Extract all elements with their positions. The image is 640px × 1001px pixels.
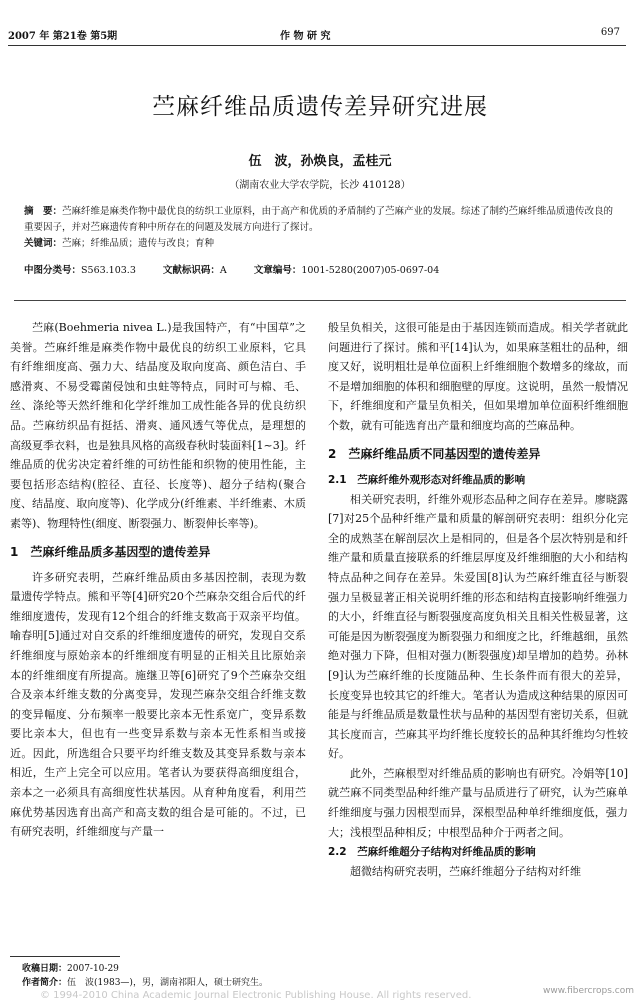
page-number: 697 — [600, 27, 620, 38]
site-watermark: www.fibercrops.com — [543, 986, 634, 996]
copyright-watermark: © 1994-2010 China Academic Journal Electronic Publishing House. All rights reserved. — [40, 990, 472, 1001]
keywords — [24, 236, 620, 252]
section-1-paragraph: 许多研究表明，苎麻纤维品质由多基因控制，表现为数量遗传学特点。熊和平等[4]研究20个苎麻杂交组合后代的纤维细度遗传，发现有12个组合的纤维支数高于双亲平均值。喻春明[5]通过对自交系的纤维细度遗传的研究，发现自交系纤维细度与原始亲本的纤维细度有明显的正相关且比原始亲本的纤维细度有所提高。施继卫等[6]研究了9个苎麻杂交组合及亲本纤维支数的分离变异，发现苎麻杂交组合纤维支数的变异幅度、分布频率一般要比亲本无性系宽广，变异系数要比亲本大，但也有一些变异系数与亲本无性系相当或接近。因此，所选组合只要平均纤维支数及其变异系数与亲本相近，生产上完全可以应用。笔者认为要获得高细度组合，亲本之一必须具有高细度性状基因。从育种角度看，利用苎麻优势基因选育出高产和高支数的组合是可能的。不过，已有研究表明，纤维细度与产量一 — [10, 570, 306, 839]
keywords-text: 苎麻；纤维品质；遗传与改良；育种 — [62, 238, 215, 249]
article-title: 苎麻纤维品质遗传差异研究进展 — [152, 94, 488, 120]
abstract-block — [24, 204, 620, 252]
author-bio — [22, 976, 322, 990]
abstract-text: 苎麻纤维是麻类作物中最优良的纺织工业原料，由于高产和优质的矛盾制约了苎麻产业的发展。综述了制约苎麻纤维品质遗传改良的重要因子，并对苎麻遗传育种中所存在的问题及发展方向进行了探讨。 — [24, 206, 614, 233]
received-date — [22, 962, 322, 976]
header-rule — [8, 45, 626, 46]
abstract-rule — [14, 300, 626, 301]
author-list: 伍 波，孙焕良，孟桂元 — [248, 154, 392, 169]
journal-name: 作 物 研 究 — [280, 31, 331, 42]
author-bio-text: 伍 波(1983—)，男，湖南祁阳人，硕士研究生。 — [67, 978, 268, 988]
author-bio-label: 作者简介： — [22, 978, 68, 988]
footnote — [22, 962, 322, 990]
journal-issue: 2007 年 第21卷 第5期 — [8, 31, 118, 42]
abstract — [24, 204, 620, 236]
subsection-2-2-heading: 2.2 苎麻纤维超分子结构对纤维品质的影响 — [328, 846, 536, 859]
section-1-heading: 1 苎麻纤维品质多基因型的遗传差异 — [10, 544, 211, 559]
doc-code-label: 文献标识码： — [162, 265, 220, 276]
running-head — [8, 27, 626, 43]
abstract-label: 摘 要： — [24, 206, 63, 217]
clc-value: S563.103.3 — [81, 265, 136, 276]
continued-paragraph: 般呈负相关，这很可能是由于基因连锁而造成。相关学者就此问题进行了探讨。熊和平[14]认为，如果麻茎粗壮的品种，细度又好，说明粗壮是单位面积上纤维细胞个数增多的缘故，而不是增加细胞的体积和细胞壁的厚度。这说明，虽然一般情况下，纤维细度和产量呈负相关，但如果增加单位面积纤维细胞个数，就有可能选育出产量和细度均高的苎麻品种。 — [328, 321, 628, 432]
subsection-2-1-paragraph: 相关研究表明，纤维外观形态品种之间存在差异。廖晓露[7]对25个品种纤维产量和质量的解剖研究表明：组织分化完全的成熟茎在解剖层次上是相同的，但是各个层次特别是和纤维产量和质量直接联系的纤维层厚度及纤维细胞的大小和结构特点品种之间存在差异。朱爱国[8]认为苎麻纤维直径与断裂强力呈极显著正相关说明纤维的形态和结构直接影响纤维强力的大小，纤维直径与断裂强度高度负相关且相关性极显著，这可能是因为断裂强度为断裂强力和细度之比，纤维越细，虽然绝对强力下降，但相对强力(断裂强度)却呈增加的趋势。孙林[9]认为苎麻纤维的长度随品种、生长条件而有很大的差异，长度变异也较其它的纤维大。笔者认为造成这种结果的原因可能是与纤维品质是数量性状与品种的基因型有密切关系，但就其长度而言，苎麻其平均纤维长度较长的品种其纤维均匀性较好。 — [328, 492, 628, 761]
article-number-value: 1001-5280(2007)05-0697-04 — [301, 265, 440, 276]
right-column — [328, 318, 628, 882]
section-2-heading: 2 苎麻纤维品质不同基因型的遗传差异 — [328, 446, 541, 461]
clc-label: 中图分类号： — [24, 265, 82, 276]
received-value: 2007-10-29 — [67, 964, 119, 974]
footnote-rule — [10, 956, 120, 957]
subsection-2-1-paragraph-2: 此外，苎麻根型对纤维品质的影响也有研究。冷娟等[10]就苎麻不同类型品种纤维产量与品质进行了研究，认为苎麻单纤维细度与强力因根型而异，深根型品种单纤维细度低，强力大；浅根型品种相反；中根型品种介于两者之间。 — [328, 766, 628, 839]
subsection-2-1-heading: 2.1 苎麻纤维外观形态对纤维品质的影响 — [328, 473, 526, 486]
subsection-2-2-paragraph: 超微结构研究表明，苎麻纤维超分子结构对纤维 — [350, 865, 581, 879]
doc-code-value: A — [219, 265, 227, 276]
left-column — [10, 318, 306, 842]
article-number-label: 文章编号： — [253, 265, 302, 276]
keywords-label: 关键词： — [24, 238, 63, 249]
received-label: 收稿日期： — [22, 964, 68, 974]
intro-paragraph: 苎麻(Boehmeria nivea L.)是我国特产，有“中国草”之美誉。苎麻纤维是麻类作物中最优良的纺织工业原料，它具有纤维细度高、强力大、结晶度及取向度高、颜色洁白、手感滑爽、不易受霉菌侵蚀和虫蛀等特点，同时可与棉、毛、丝、涤纶等天然纤维和化学纤维加工成性能各异的优良纺织品。苎麻纺织品有挺括、滑爽、通风透气等优点，是理想的高级夏季衣料，也是独具风格的高级春秋时装面料[1~3]。纤维品质的优劣决定着纤维的可纺性能和织物的使用性能，主要包括形态结构(腔径、直径、长度等)、超分子结构(聚合度、结晶度、取向度等)、化学成分(纤维素、半纤维素、木质素等)、物理特性(细度、断裂强力、断裂伸长率等)。 — [10, 321, 306, 530]
classification-line — [24, 262, 463, 276]
affiliation: （湖南农业大学农学院，长沙 410128） — [229, 180, 411, 191]
